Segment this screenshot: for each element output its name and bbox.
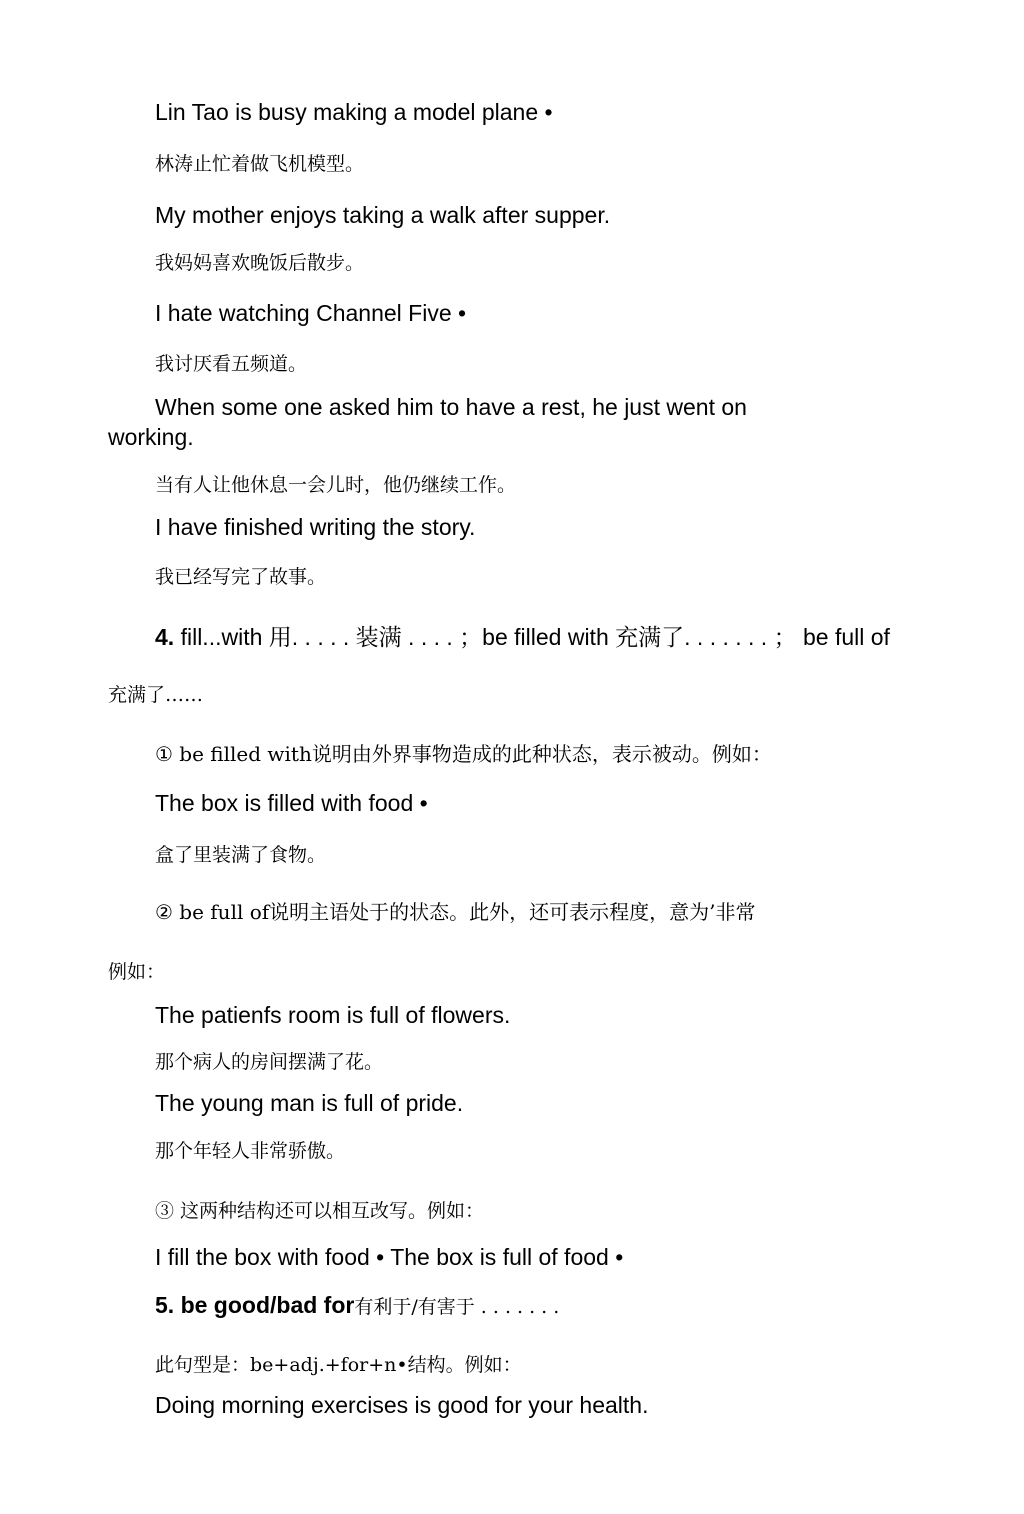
sentence-en: The young man is full of pride.	[155, 1090, 464, 1116]
section-number: 4.	[155, 624, 175, 650]
sentence-zh: 林涛止忙着做飞机模型。	[155, 153, 365, 175]
section-heading-continued: 充满了……	[108, 684, 204, 706]
usage-note-3: ③ 这两种结构还可以相互改写。例如：	[155, 1200, 485, 1222]
sentence-zh: 我讨厌看五频道。	[155, 353, 308, 375]
sentence-zh: 那个年轻人非常骄傲。	[155, 1140, 346, 1162]
section-heading-text: fill...with 用. . . . . 装满 . . . . ；be filled with 充满了. . . . . . . ； be full of	[174, 624, 890, 650]
section-heading-text: 有利于/有害于 . . . . . . .	[354, 1296, 560, 1318]
sentence-en: The box is filled with food •	[155, 790, 428, 816]
sentence-en: Doing morning exercises is good for your health.	[155, 1392, 649, 1418]
sentence-en: I have finished writing the story.	[155, 514, 476, 540]
sentence-en: I hate watching Channel Five •	[155, 300, 467, 326]
section-heading-5	[155, 1292, 559, 1319]
section-heading-4	[155, 619, 890, 652]
sentence-zh: 盒了里装满了食物。	[155, 844, 327, 866]
pattern-note: 此句型是：be+adj.+for+n•结构。例如：	[155, 1354, 522, 1376]
sentence-en: The patienfs room is full of flowers.	[155, 1002, 511, 1028]
sentence-en: Lin Tao is busy making a model plane •	[155, 99, 553, 125]
sentence-zh: 那个病人的房间摆满了花。	[155, 1051, 384, 1073]
sentence-en: My mother enjoys taking a walk after supper.	[155, 202, 611, 228]
usage-note-1: ① be filled with说明由外界事物造成的此种状态，表示被动。例如：	[155, 742, 772, 766]
sentence-zh: 当有人让他休息一会儿时，他仍继续工作。	[155, 474, 517, 496]
usage-note-2: ② be full of说明主语处于的状态。此外，还可表示程度，意为’非常	[155, 900, 756, 924]
sentence-en: I fill the box with food • The box is full of food •	[155, 1244, 624, 1270]
usage-note-continued: 例如：	[108, 961, 166, 983]
section-heading-bold: 5. be good/bad for	[155, 1292, 355, 1318]
sentence-zh: 我妈妈喜欢晚饭后散步。	[155, 252, 365, 274]
sentence-en: When some one asked him to have a rest, he just went on	[155, 394, 747, 420]
sentence-zh: 我已经写完了故事。	[155, 566, 327, 588]
sentence-en-continued: working.	[108, 424, 194, 450]
